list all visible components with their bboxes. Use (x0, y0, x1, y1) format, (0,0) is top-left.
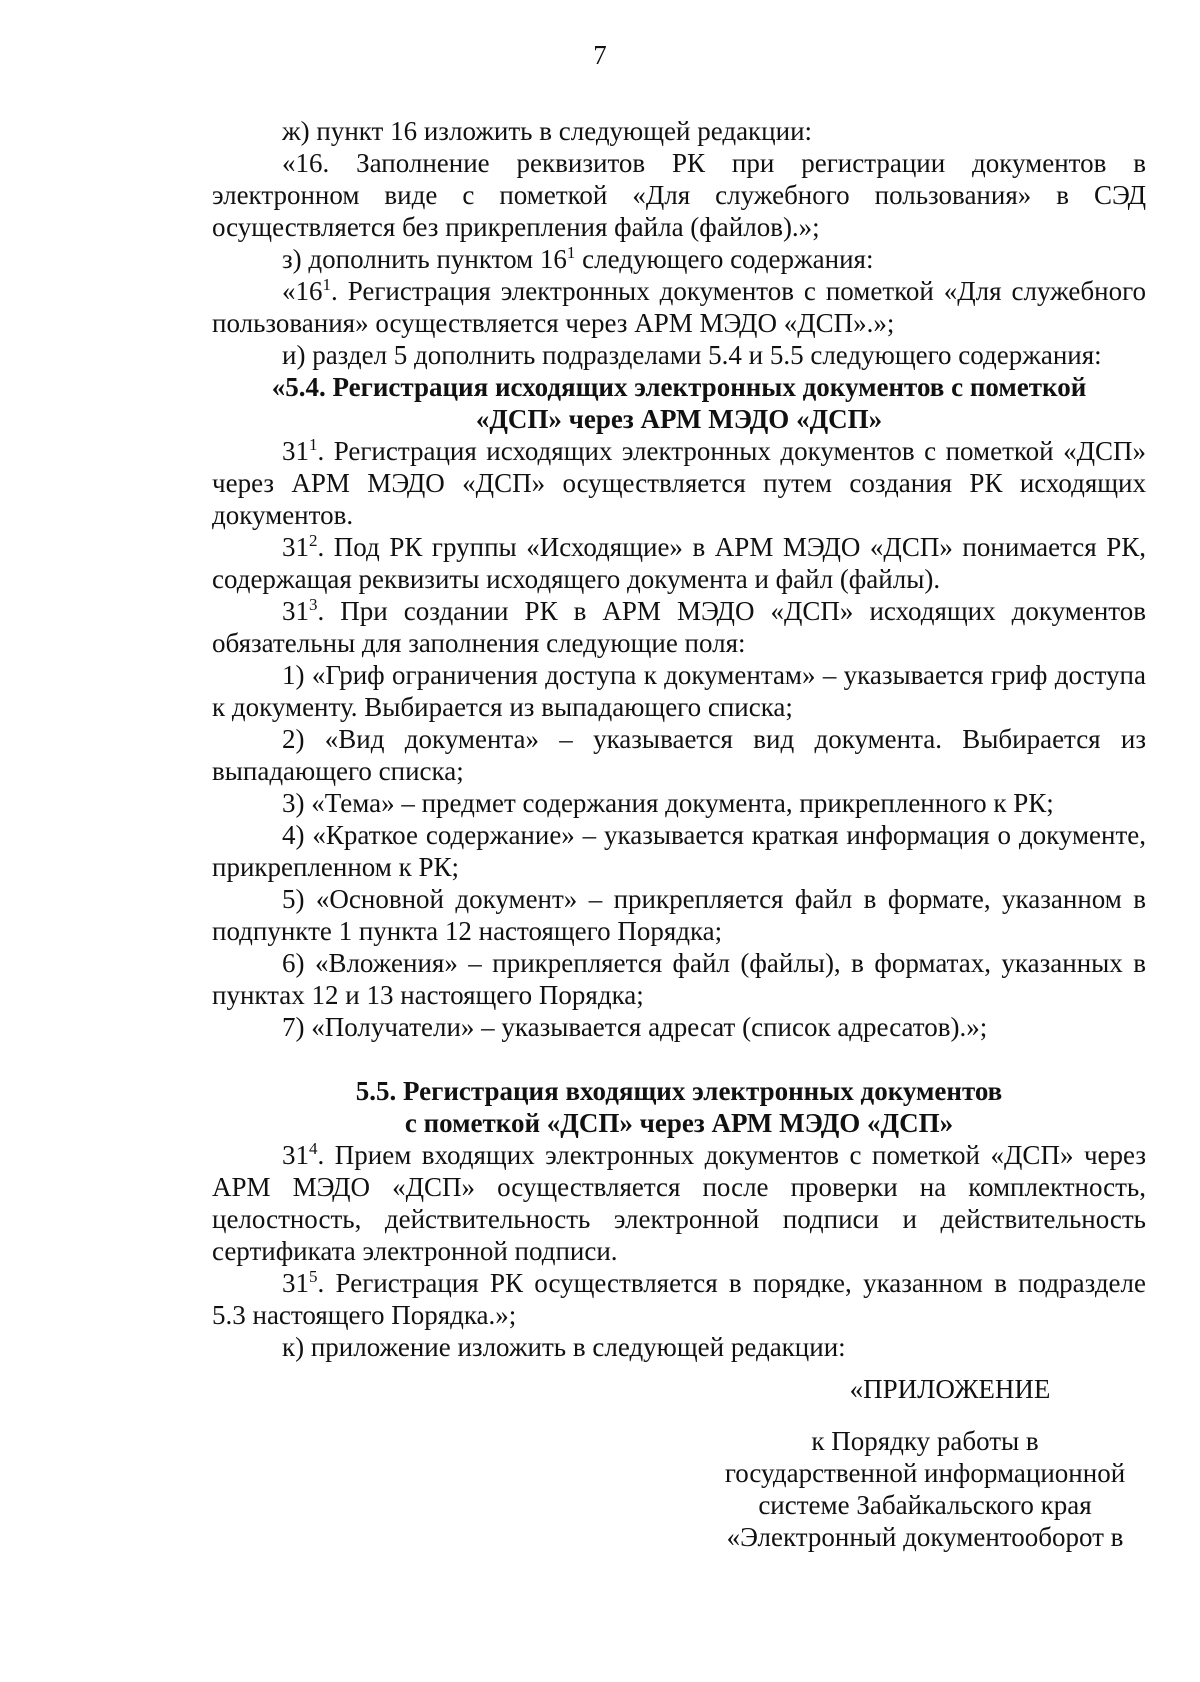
paragraph-31-3: $31^3$. При создании РК в АРМ МЭДО «ДСП» исходящих документов обязательны для заполнения следующие поля: (212, 595, 1146, 658)
paragraph-item-z: з) дополнить пунктом $16^1$ следующего содержания: (282, 243, 874, 274)
paragraph-31-2: $31^2$. Под РК группы «Исходящие» в АРМ МЭДО «ДСП» понимается РК, содержащая реквизиты исходящего документа и файл (файлы). (212, 531, 1146, 594)
list-item: 5) «Основной документ» – прикрепляется файл в формате, указанном в подпункте 1 пункта 12 настоящего Порядка; (212, 884, 1146, 946)
paragraph-31-4: $31^4$. Прием входящих электронных документов с пометкой «ДСП» через АРМ МЭДО «ДСП» осуществляется после проверки на комплектность, целостность, действительность электронной подписи и действительность сертификата электронной подписи. (212, 1139, 1146, 1266)
paragraph-item-zh: ж) пункт 16 изложить в следующей редакции: (282, 116, 813, 146)
appendix-line: к Порядку работы в (811, 1426, 1039, 1456)
paragraph-point-16: «16. Заполнение реквизитов РК при регистрации документов в электронном виде с пометкой «Для служебного пользования» в СЭД осуществляется без прикрепления файла (файлов).»; (212, 148, 1146, 242)
paragraph-item-k: к) приложение изложить в следующей редакции: (282, 1332, 846, 1362)
appendix-caption (700, 1425, 1150, 1553)
heading-5-5: 5.5. Регистрация входящих электронных документов с пометкой «ДСП» через АРМ МЭДО «ДСП» (355, 1076, 1003, 1138)
paragraph-item-i: и) раздел 5 дополнить подразделами 5.4 и 5.5 следующего содержания: (282, 340, 1102, 370)
list-item: 7) «Получатели» – указывается адресат (список адресатов).»; (282, 1012, 988, 1042)
document-body (212, 115, 1146, 1363)
paragraph-31-5: $31^5$. Регистрация РК осуществляется в порядке, указанном в подразделе 5.3 настоящего Порядка.»; (212, 1267, 1146, 1330)
appendix-line: системе Забайкальского края (758, 1490, 1092, 1520)
list-item: 6) «Вложения» – прикрепляется файл (файлы), в форматах, указанных в пунктах 12 и 13 настоящего Порядка; (212, 948, 1146, 1010)
appendix-title: «ПРИЛОЖЕНИЕ (849, 1374, 1051, 1404)
appendix-line: «Электронный документооборот в (726, 1522, 1124, 1552)
heading-5-4: «5.4. Регистрация исходящих электронных документов с пометкой «ДСП» через АРМ МЭДО «ДСП» (271, 372, 1087, 434)
appendix-line: государственной информационной (724, 1458, 1126, 1488)
paragraph-31-1: $31^1$. Регистрация исходящих электронных документов с пометкой «ДСП» через АРМ МЭДО «ДСП» осуществляется путем создания РК исходящих документов. (212, 435, 1146, 530)
list-item: 3) «Тема» – предмет содержания документа, прикрепленного к РК; (282, 788, 1054, 818)
list-item: 1) «Гриф ограничения доступа к документам» – указывается гриф доступа к документу. Выбирается из выпадающего списка; (212, 660, 1146, 722)
list-item: 2) «Вид документа» – указывается вид документа. Выбирается из выпадающего списка; (212, 724, 1146, 786)
list-item: 4) «Краткое содержание» – указывается краткая информация о документе, прикрепленном к РК; (212, 820, 1146, 882)
page-number: 7 (593, 40, 607, 70)
paragraph-point-16-1: «$16^1$. Регистрация электронных документов с пометкой «Для служебного пользования» осуществляется через АРМ МЭДО «ДСП».»; (212, 275, 1146, 338)
